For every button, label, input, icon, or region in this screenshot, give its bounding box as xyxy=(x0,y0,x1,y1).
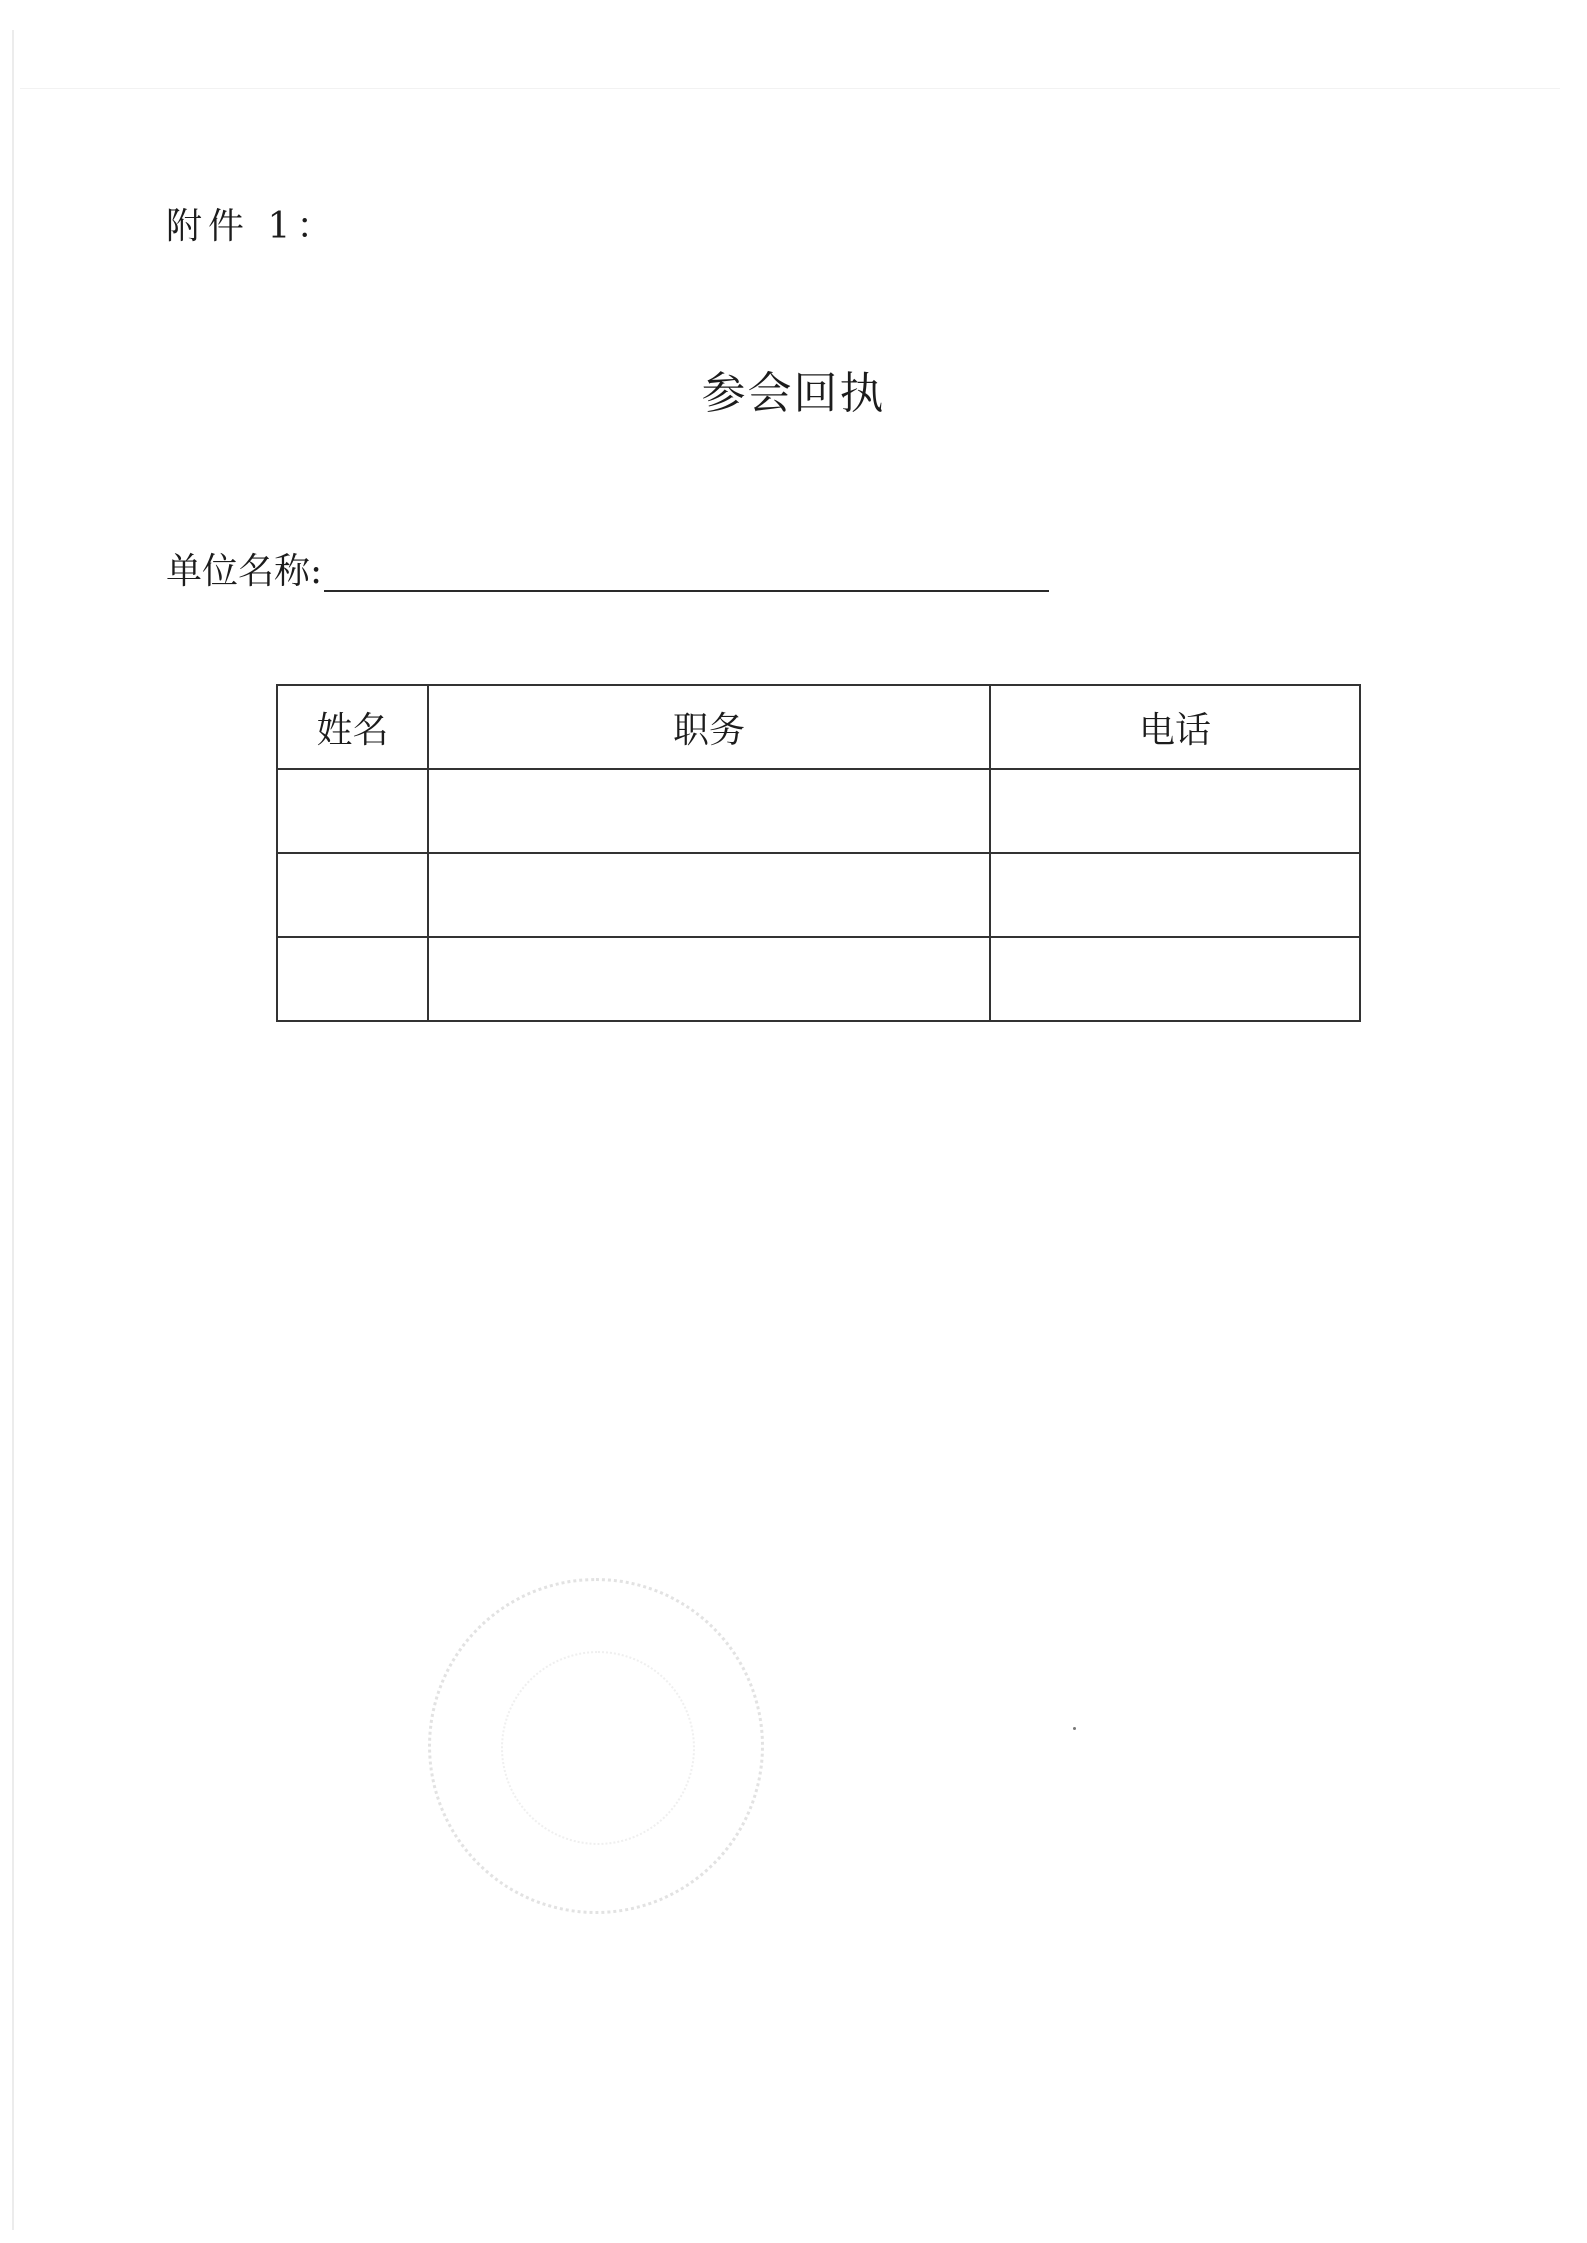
scan-edge xyxy=(20,88,1560,89)
organization-label: 单位名称: xyxy=(166,551,323,592)
table-row xyxy=(277,853,1360,937)
phone-cell[interactable] xyxy=(990,937,1360,1021)
phone-cell[interactable] xyxy=(990,769,1360,853)
name-cell[interactable] xyxy=(277,937,428,1021)
column-header-name: 姓名 xyxy=(277,685,428,769)
organization-blank-line[interactable] xyxy=(324,556,1049,592)
faded-seal-stamp xyxy=(428,1578,764,1914)
phone-cell[interactable] xyxy=(990,853,1360,937)
table-row xyxy=(277,769,1360,853)
page-title: 参会回执 xyxy=(701,368,886,419)
organization-field xyxy=(166,540,1049,596)
position-cell[interactable] xyxy=(428,769,990,853)
name-cell[interactable] xyxy=(277,769,428,853)
attachment-label: 附件 1： xyxy=(166,206,339,247)
name-cell[interactable] xyxy=(277,853,428,937)
column-header-phone: 电话 xyxy=(990,685,1360,769)
column-header-position: 职务 xyxy=(428,685,990,769)
attendee-table xyxy=(276,684,1361,1022)
table-row xyxy=(277,937,1360,1021)
seal-inner-ring xyxy=(501,1651,695,1845)
position-cell[interactable] xyxy=(428,937,990,1021)
scan-edge xyxy=(12,30,14,2230)
position-cell[interactable] xyxy=(428,853,990,937)
scan-speck xyxy=(1073,1727,1076,1730)
table-header-row xyxy=(277,685,1360,769)
